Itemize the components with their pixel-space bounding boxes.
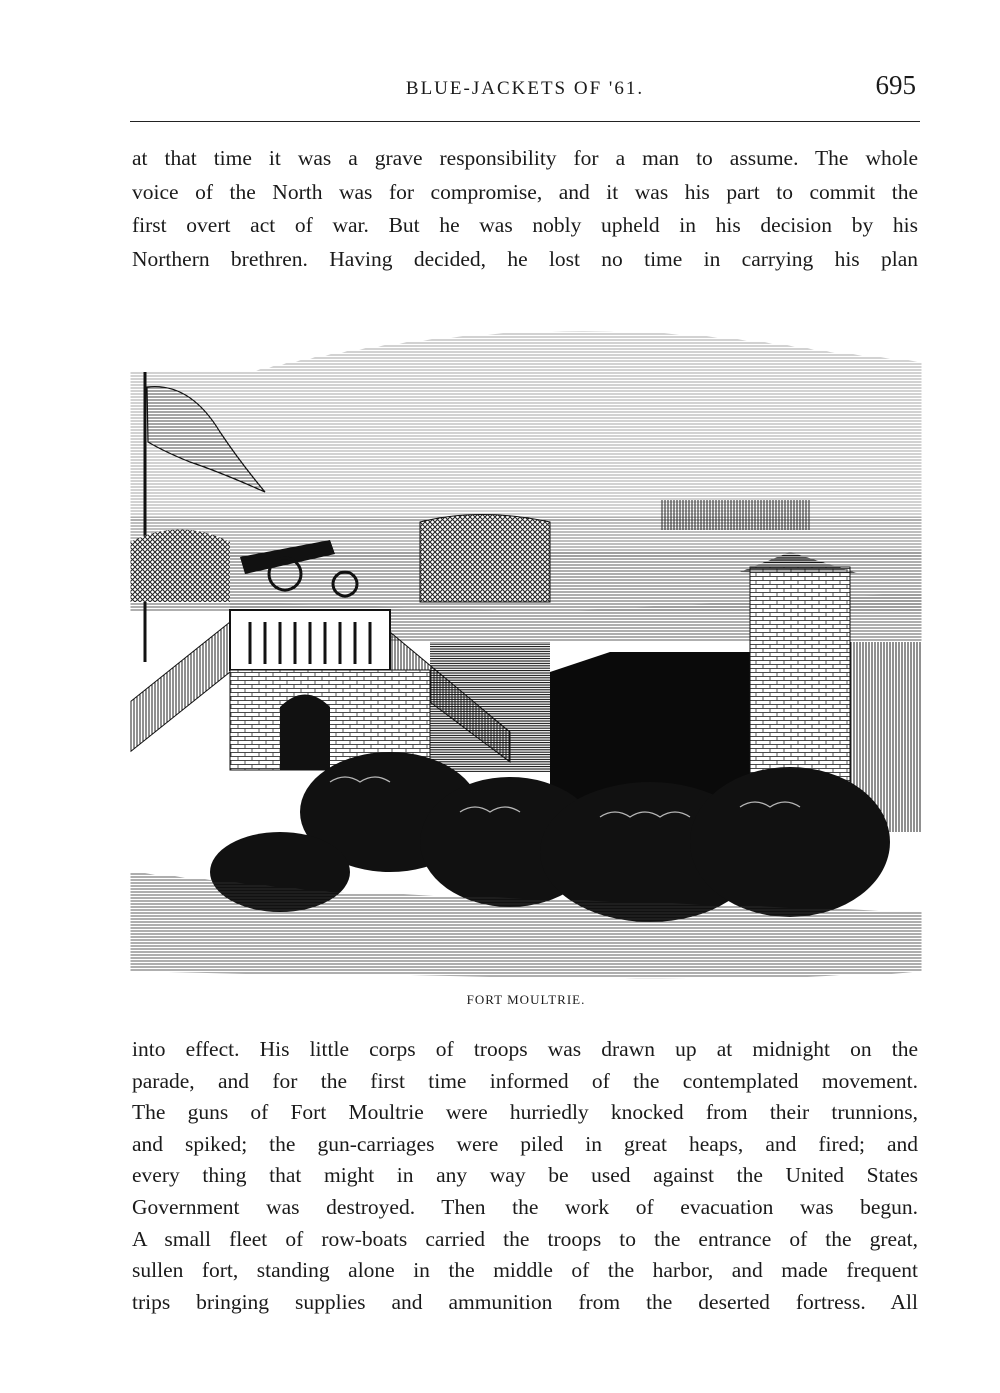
fort-moultrie-engraving xyxy=(130,312,922,984)
arched-doorway xyxy=(280,695,330,771)
text-line: parade, and for the first time informed of the contemplated movement. xyxy=(132,1068,918,1093)
running-head xyxy=(130,70,920,106)
text-line: Government was destroyed. Then the work of evacuation was begun. xyxy=(132,1194,918,1219)
text-line: at that time it was a grave responsibility for a man to assume. The whole xyxy=(132,146,918,170)
top-paragraph xyxy=(132,142,918,276)
fort-wall xyxy=(430,642,550,772)
text-line: voice of the North was for compromise, and it was his part to commit the xyxy=(132,179,918,204)
text-line: sullen fort, standing alone in the middle of the harbor, and made frequent xyxy=(132,1258,918,1283)
bottom-paragraph xyxy=(132,1034,918,1318)
running-title: BLUE-JACKETS OF '61. xyxy=(405,78,645,99)
page-number: 695 xyxy=(875,70,916,100)
text-line: and spiked; the gun-carriages were piled in great heaps, and fired; and xyxy=(132,1131,918,1156)
text-line: A small fleet of row-boats carried the troops to the entrance of the great, xyxy=(132,1226,918,1251)
text-line: trips bringing supplies and ammunition from the deserted fortress. All xyxy=(132,1289,918,1314)
text-line: Northern brethren. Having decided, he lost no time in carrying his plan xyxy=(132,246,918,271)
header-rule xyxy=(130,121,920,122)
distant-fort xyxy=(660,500,810,530)
text-line: every thing that might in any way be used against the United States xyxy=(132,1163,918,1188)
mound-left xyxy=(130,530,230,603)
sky xyxy=(130,331,922,522)
text-line: into effect. His little corps of troops was drawn up at midnight on the xyxy=(132,1037,918,1061)
traverse xyxy=(420,515,550,603)
text-line: first overt act of war. But he was nobly upheld in his decision by his xyxy=(132,213,918,237)
figure-caption: FORT MOULTRIE. xyxy=(466,992,586,1007)
text-line: The guns of Fort Moultrie were hurriedly knocked from their trunnions, xyxy=(132,1100,918,1125)
